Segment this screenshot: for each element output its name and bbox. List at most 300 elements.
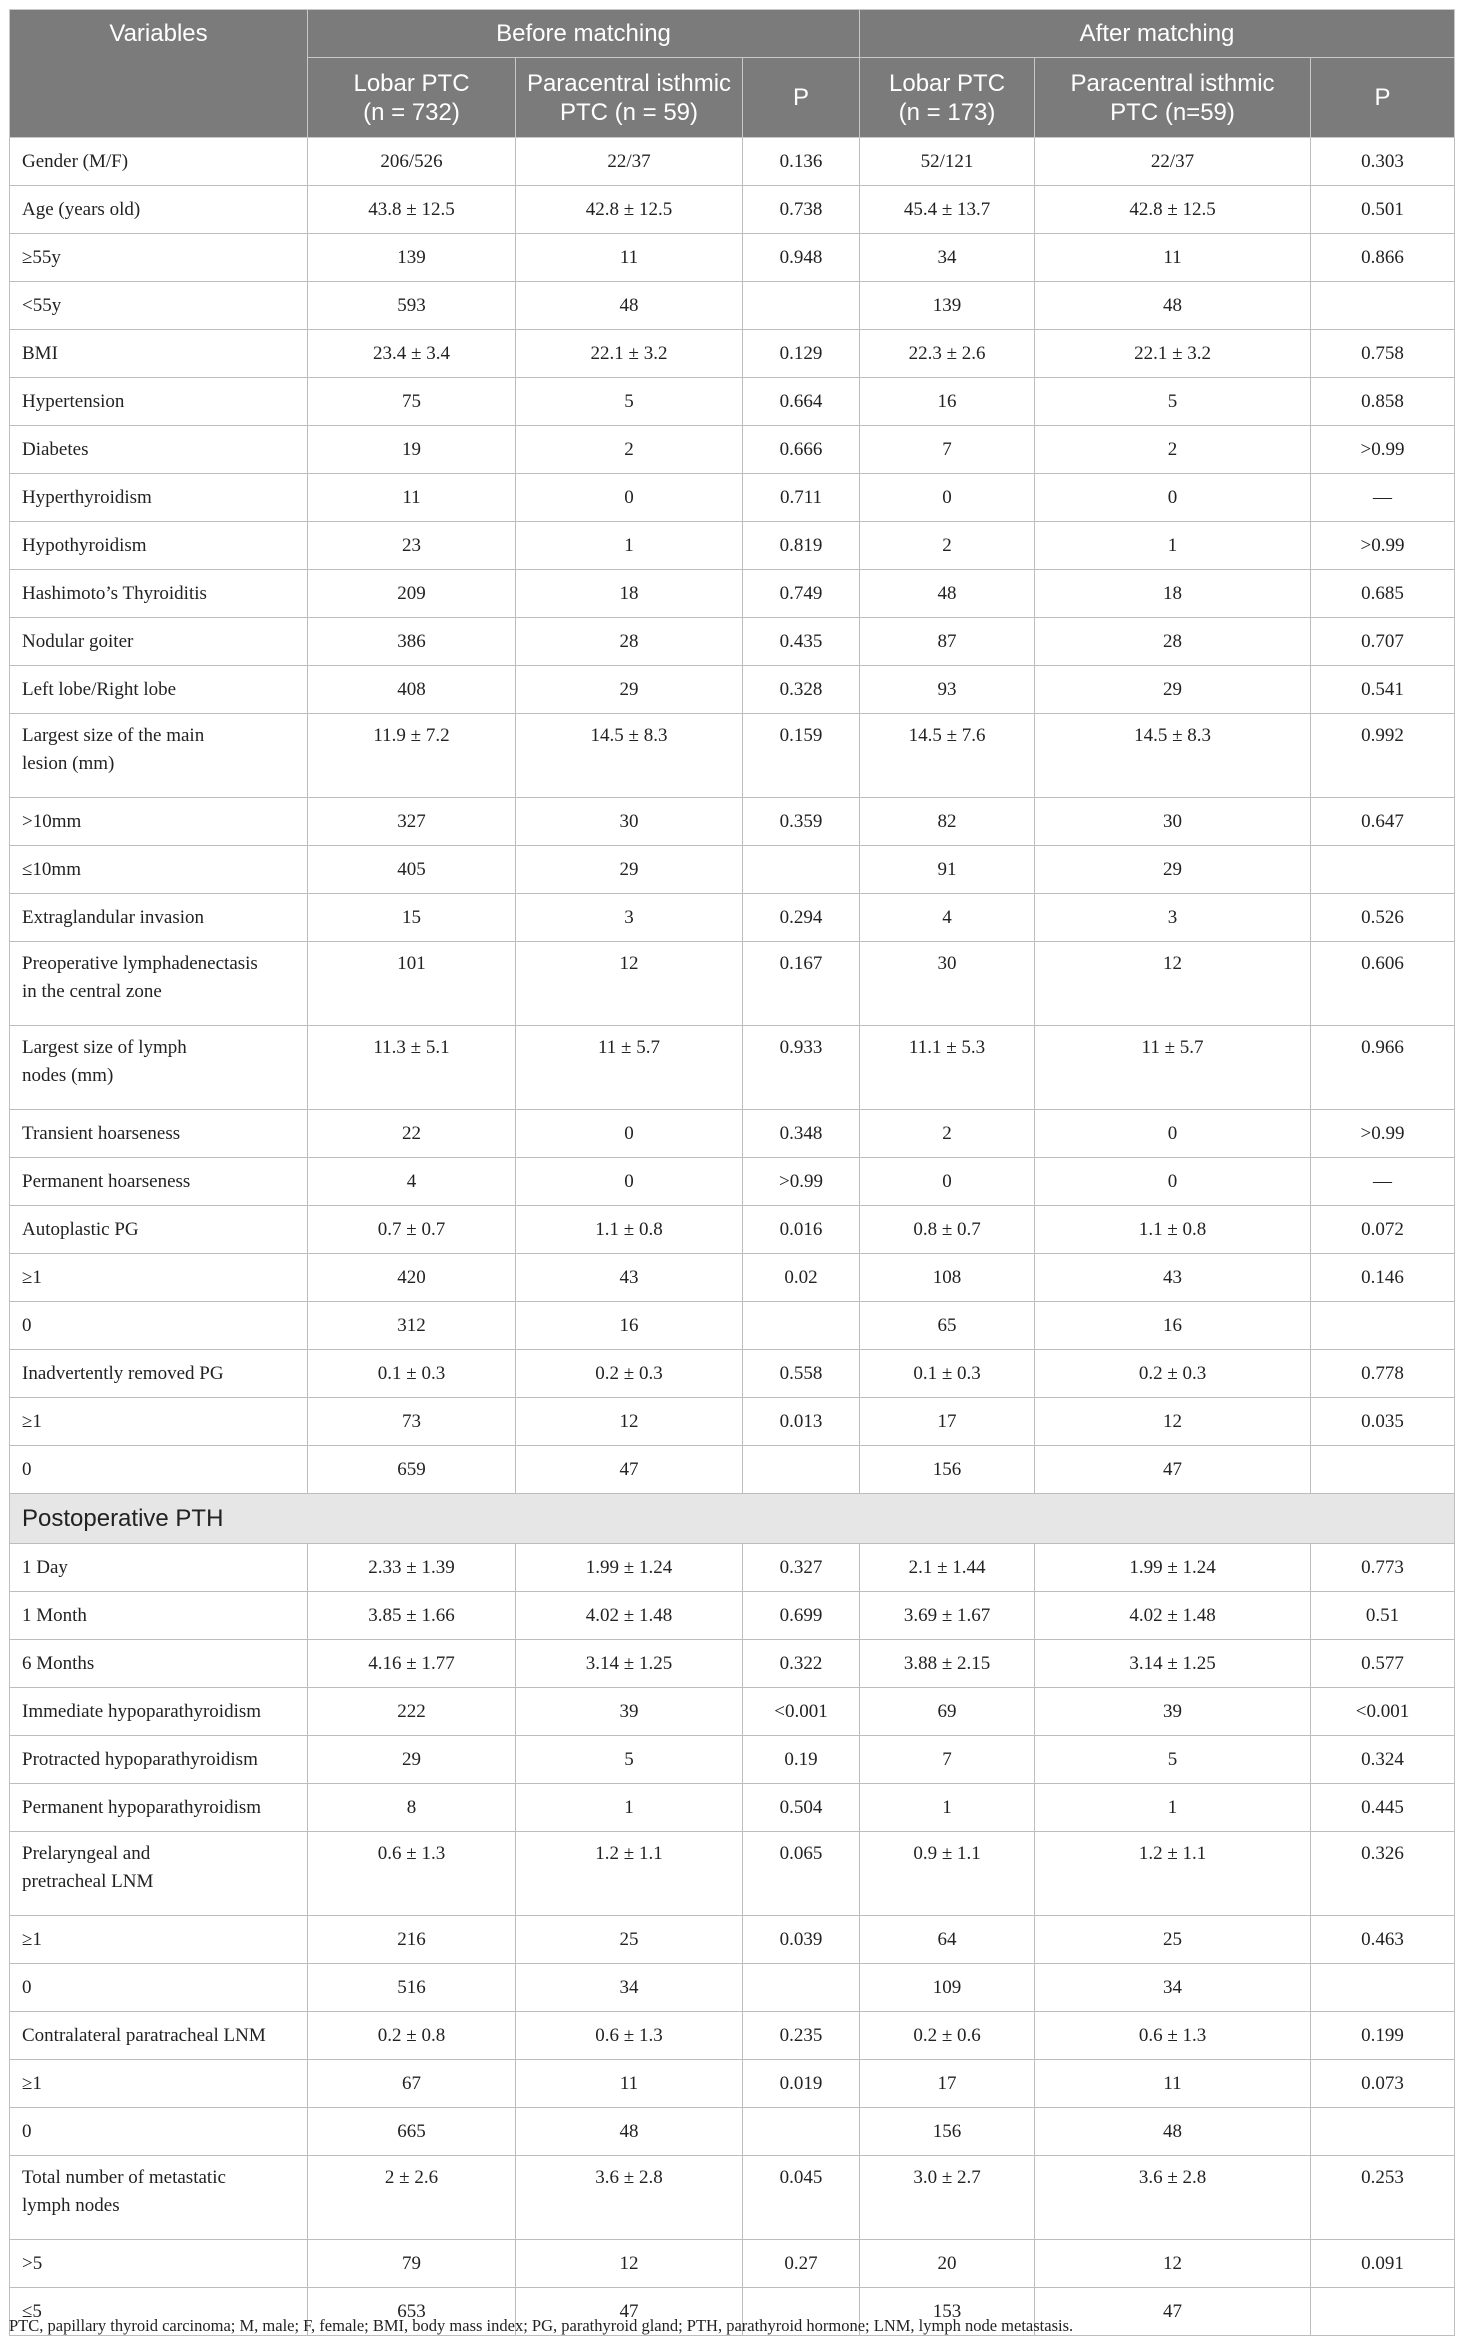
before-lobar-cell: 516 [308, 1964, 516, 2012]
after-lobar-cell: 11.1 ± 5.3 [860, 1026, 1035, 1110]
table-row [10, 1446, 1455, 1494]
after-isthmic-cell: 48 [1035, 2108, 1311, 2156]
before-matching-header: Before matching [308, 10, 860, 58]
before-p-cell: 0.359 [743, 798, 860, 846]
before-lobar-cell: 11 [308, 474, 516, 522]
after-lobar-cell: 64 [860, 1916, 1035, 1964]
after-lobar-cell: 109 [860, 1964, 1035, 2012]
before-isthmic-header: Paracentral isthmic PTC (n = 59) [516, 58, 743, 138]
after-isthmic-cell: 28 [1035, 618, 1311, 666]
before-isthmic-cell: 12 [516, 942, 743, 1026]
before-p-cell: >0.99 [743, 1158, 860, 1206]
after-lobar-cell: 7 [860, 1736, 1035, 1784]
table-row [10, 1592, 1455, 1640]
after-lobar-cell: 93 [860, 666, 1035, 714]
before-p-cell: 0.504 [743, 1784, 860, 1832]
after-p-cell: 0.778 [1311, 1350, 1455, 1398]
before-p-cell: 0.159 [743, 714, 860, 798]
table-row [10, 1832, 1455, 1916]
after-lobar-cell: 17 [860, 2060, 1035, 2108]
before-lobar-cell: 653 [308, 2288, 516, 2336]
table-row [10, 1158, 1455, 1206]
before-p-cell: 0.948 [743, 234, 860, 282]
before-p-cell: 0.435 [743, 618, 860, 666]
after-isthmic-cell: 0.2 ± 0.3 [1035, 1350, 1311, 1398]
after-isthmic-cell: 0.6 ± 1.3 [1035, 2012, 1311, 2060]
table-body [10, 138, 1455, 2336]
after-p-cell [1311, 1964, 1455, 2012]
table-row [10, 522, 1455, 570]
table-row [10, 798, 1455, 846]
variable-cell: Largest size of the main lesion (mm) [10, 714, 308, 798]
after-isthmic-cell: 47 [1035, 1446, 1311, 1494]
table-row [10, 378, 1455, 426]
after-lobar-cell: 156 [860, 1446, 1035, 1494]
after-isthmic-cell: 2 [1035, 426, 1311, 474]
after-lobar-cell: 3.0 ± 2.7 [860, 2156, 1035, 2240]
before-isthmic-cell: 11 [516, 2060, 743, 2108]
variable-cell: >5 [10, 2240, 308, 2288]
after-p-cell: 0.707 [1311, 618, 1455, 666]
after-lobar-cell: 20 [860, 2240, 1035, 2288]
after-p-cell: >0.99 [1311, 522, 1455, 570]
before-isthmic-cell: 3.6 ± 2.8 [516, 2156, 743, 2240]
after-lobar-cell: 82 [860, 798, 1035, 846]
variable-cell: 0 [10, 1446, 308, 1494]
before-p-cell [743, 846, 860, 894]
after-lobar-cell: 0.9 ± 1.1 [860, 1832, 1035, 1916]
after-lobar-cell: 16 [860, 378, 1035, 426]
after-lobar-cell: 69 [860, 1688, 1035, 1736]
before-lobar-cell: 209 [308, 570, 516, 618]
after-isthmic-cell: 29 [1035, 846, 1311, 894]
table-row [10, 1688, 1455, 1736]
after-p-cell: 0.324 [1311, 1736, 1455, 1784]
before-isthmic-cell: 1 [516, 522, 743, 570]
before-isthmic-cell: 16 [516, 1302, 743, 1350]
before-isthmic-cell: 48 [516, 282, 743, 330]
after-p-cell: 0.647 [1311, 798, 1455, 846]
table-row [10, 570, 1455, 618]
table-row [10, 186, 1455, 234]
after-isthmic-cell: 18 [1035, 570, 1311, 618]
section-title: Postoperative PTH [10, 1494, 1455, 1544]
before-p-cell: 0.19 [743, 1736, 860, 1784]
before-isthmic-cell: 1.99 ± 1.24 [516, 1544, 743, 1592]
after-lobar-header: Lobar PTC (n = 173) [860, 58, 1035, 138]
after-isthmic-cell: 0 [1035, 1158, 1311, 1206]
after-lobar-cell: 91 [860, 846, 1035, 894]
table-row [10, 282, 1455, 330]
variable-cell: ≥1 [10, 1254, 308, 1302]
after-p-cell: 0.992 [1311, 714, 1455, 798]
before-p-cell: 0.136 [743, 138, 860, 186]
before-lobar-cell: 73 [308, 1398, 516, 1446]
variable-cell: Preoperative lymphadenectasis in the central zone [10, 942, 308, 1026]
before-p-cell: 0.664 [743, 378, 860, 426]
before-p-cell: 0.02 [743, 1254, 860, 1302]
after-isthmic-header: Paracentral isthmic PTC (n=59) [1035, 58, 1311, 138]
table-row [10, 1398, 1455, 1446]
after-lobar-cell: 0 [860, 474, 1035, 522]
after-p-cell: — [1311, 1158, 1455, 1206]
after-p-cell: 0.445 [1311, 1784, 1455, 1832]
before-p-cell [743, 282, 860, 330]
table-row [10, 234, 1455, 282]
before-isthmic-cell: 43 [516, 1254, 743, 1302]
before-lobar-cell: 0.6 ± 1.3 [308, 1832, 516, 1916]
after-isthmic-cell: 12 [1035, 942, 1311, 1026]
before-p-cell [743, 1446, 860, 1494]
after-isthmic-cell: 11 [1035, 234, 1311, 282]
before-p-cell: 0.699 [743, 1592, 860, 1640]
after-lobar-cell: 0 [860, 1158, 1035, 1206]
before-p-cell: 0.666 [743, 426, 860, 474]
after-lobar-cell: 87 [860, 618, 1035, 666]
before-p-cell: 0.016 [743, 1206, 860, 1254]
variable-cell: Largest size of lymph nodes (mm) [10, 1026, 308, 1110]
after-lobar-cell: 0.8 ± 0.7 [860, 1206, 1035, 1254]
before-p-cell: 0.327 [743, 1544, 860, 1592]
before-p-cell: 0.039 [743, 1916, 860, 1964]
variable-cell: Hyperthyroidism [10, 474, 308, 522]
before-isthmic-cell: 28 [516, 618, 743, 666]
after-isthmic-cell: 22/37 [1035, 138, 1311, 186]
after-isthmic-cell: 5 [1035, 1736, 1311, 1784]
before-lobar-cell: 4.16 ± 1.77 [308, 1640, 516, 1688]
before-isthmic-cell: 11 ± 5.7 [516, 1026, 743, 1110]
table-row [10, 1784, 1455, 1832]
after-p-cell: 0.51 [1311, 1592, 1455, 1640]
section-row [10, 1494, 1455, 1544]
variable-cell: 6 Months [10, 1640, 308, 1688]
before-lobar-cell: 386 [308, 618, 516, 666]
after-isthmic-cell: 16 [1035, 1302, 1311, 1350]
variable-cell: Prelaryngeal and pretracheal LNM [10, 1832, 308, 1916]
before-lobar-cell: 23 [308, 522, 516, 570]
after-isthmic-cell: 22.1 ± 3.2 [1035, 330, 1311, 378]
before-p-cell [743, 1964, 860, 2012]
before-isthmic-cell: 22/37 [516, 138, 743, 186]
after-isthmic-cell: 42.8 ± 12.5 [1035, 186, 1311, 234]
after-isthmic-cell: 5 [1035, 378, 1311, 426]
after-lobar-cell: 0.1 ± 0.3 [860, 1350, 1035, 1398]
after-p-cell: 0.091 [1311, 2240, 1455, 2288]
after-p-cell: 0.146 [1311, 1254, 1455, 1302]
before-lobar-cell: 11.9 ± 7.2 [308, 714, 516, 798]
before-lobar-cell: 665 [308, 2108, 516, 2156]
before-isthmic-cell: 3 [516, 894, 743, 942]
before-lobar-cell: 29 [308, 1736, 516, 1784]
table-row [10, 942, 1455, 1026]
before-lobar-cell: 67 [308, 2060, 516, 2108]
after-lobar-cell: 2 [860, 522, 1035, 570]
after-isthmic-cell: 1.2 ± 1.1 [1035, 1832, 1311, 1916]
before-lobar-cell: 0.2 ± 0.8 [308, 2012, 516, 2060]
before-isthmic-cell: 11 [516, 234, 743, 282]
after-p-cell [1311, 1302, 1455, 1350]
table-row [10, 138, 1455, 186]
after-p-cell: 0.073 [1311, 2060, 1455, 2108]
after-p-header: P [1311, 58, 1455, 138]
table-row [10, 2240, 1455, 2288]
table-row [10, 894, 1455, 942]
before-p-cell: 0.013 [743, 1398, 860, 1446]
after-p-cell: >0.99 [1311, 426, 1455, 474]
before-isthmic-cell: 4.02 ± 1.48 [516, 1592, 743, 1640]
table-row [10, 1736, 1455, 1784]
table-row [10, 474, 1455, 522]
before-p-cell: 0.711 [743, 474, 860, 522]
before-lobar-cell: 8 [308, 1784, 516, 1832]
table-row [10, 1302, 1455, 1350]
after-p-cell: 0.966 [1311, 1026, 1455, 1110]
before-isthmic-cell: 1.2 ± 1.1 [516, 1832, 743, 1916]
table-row [10, 330, 1455, 378]
after-isthmic-cell: 48 [1035, 282, 1311, 330]
variable-cell: Hypothyroidism [10, 522, 308, 570]
after-lobar-cell: 65 [860, 1302, 1035, 1350]
after-p-cell: 0.866 [1311, 234, 1455, 282]
after-lobar-cell: 139 [860, 282, 1035, 330]
after-lobar-cell: 108 [860, 1254, 1035, 1302]
after-isthmic-cell: 11 ± 5.7 [1035, 1026, 1311, 1110]
after-p-cell: >0.99 [1311, 1110, 1455, 1158]
before-isthmic-cell: 0 [516, 474, 743, 522]
variable-cell: ≤10mm [10, 846, 308, 894]
before-lobar-cell: 408 [308, 666, 516, 714]
after-isthmic-cell: 43 [1035, 1254, 1311, 1302]
before-lobar-cell: 23.4 ± 3.4 [308, 330, 516, 378]
after-isthmic-cell: 1 [1035, 1784, 1311, 1832]
after-lobar-cell: 48 [860, 570, 1035, 618]
before-p-cell: 0.328 [743, 666, 860, 714]
variables-header: Variables [10, 10, 308, 138]
table-row [10, 1254, 1455, 1302]
after-p-cell: 0.685 [1311, 570, 1455, 618]
before-isthmic-cell: 0 [516, 1110, 743, 1158]
before-isthmic-cell: 14.5 ± 8.3 [516, 714, 743, 798]
after-p-cell [1311, 2108, 1455, 2156]
table-row [10, 2156, 1455, 2240]
after-isthmic-cell: 0 [1035, 474, 1311, 522]
before-lobar-cell: 43.8 ± 12.5 [308, 186, 516, 234]
table-header [10, 10, 1455, 138]
variable-cell: Immediate hypoparathyroidism [10, 1688, 308, 1736]
variable-cell: ≤5 [10, 2288, 308, 2336]
before-lobar-cell: 659 [308, 1446, 516, 1494]
after-lobar-cell: 7 [860, 426, 1035, 474]
after-p-cell: 0.463 [1311, 1916, 1455, 1964]
table-row [10, 1964, 1455, 2012]
after-lobar-cell: 2.1 ± 1.44 [860, 1544, 1035, 1592]
variable-cell: ≥1 [10, 1916, 308, 1964]
before-isthmic-cell: 5 [516, 1736, 743, 1784]
before-isthmic-cell: 2 [516, 426, 743, 474]
before-p-header: P [743, 58, 860, 138]
variable-cell: BMI [10, 330, 308, 378]
after-lobar-cell: 34 [860, 234, 1035, 282]
after-isthmic-cell: 11 [1035, 2060, 1311, 2108]
after-lobar-cell: 156 [860, 2108, 1035, 2156]
before-p-cell: 0.27 [743, 2240, 860, 2288]
table-row [10, 666, 1455, 714]
variable-cell: ≥1 [10, 2060, 308, 2108]
variable-cell: Total number of metastatic lymph nodes [10, 2156, 308, 2240]
variable-cell: Diabetes [10, 426, 308, 474]
variable-cell: Left lobe/Right lobe [10, 666, 308, 714]
after-p-cell: 0.773 [1311, 1544, 1455, 1592]
before-p-cell [743, 2108, 860, 2156]
before-lobar-cell: 222 [308, 1688, 516, 1736]
after-p-cell: 0.501 [1311, 186, 1455, 234]
variable-cell: Gender (M/F) [10, 138, 308, 186]
before-p-cell: 0.322 [743, 1640, 860, 1688]
before-lobar-cell: 4 [308, 1158, 516, 1206]
before-lobar-cell: 75 [308, 378, 516, 426]
table-footnote: PTC, papillary thyroid carcinoma; M, male; F, female; BMI, body mass index; PG, parathyroid gland; PTH, parathyroid hormone; LNM, lymph node metastasis. [9, 2316, 1074, 2335]
before-lobar-cell: 19 [308, 426, 516, 474]
after-lobar-cell: 22.3 ± 2.6 [860, 330, 1035, 378]
after-p-cell [1311, 282, 1455, 330]
variable-cell: ≥55y [10, 234, 308, 282]
before-p-cell: 0.738 [743, 186, 860, 234]
after-lobar-cell: 52/121 [860, 138, 1035, 186]
after-p-cell: 0.303 [1311, 138, 1455, 186]
after-lobar-cell: 0.2 ± 0.6 [860, 2012, 1035, 2060]
before-p-cell: 0.348 [743, 1110, 860, 1158]
after-p-cell [1311, 846, 1455, 894]
variable-cell: Transient hoarseness [10, 1110, 308, 1158]
after-p-cell: 0.541 [1311, 666, 1455, 714]
after-lobar-cell: 3.69 ± 1.67 [860, 1592, 1035, 1640]
variable-cell: >10mm [10, 798, 308, 846]
after-isthmic-cell: 14.5 ± 8.3 [1035, 714, 1311, 798]
before-isthmic-cell: 48 [516, 2108, 743, 2156]
before-p-cell [743, 1302, 860, 1350]
after-isthmic-cell: 1 [1035, 522, 1311, 570]
before-p-cell: 0.129 [743, 330, 860, 378]
before-isthmic-cell: 22.1 ± 3.2 [516, 330, 743, 378]
after-p-cell: 0.199 [1311, 2012, 1455, 2060]
variable-cell: 0 [10, 1302, 308, 1350]
before-p-cell: 0.819 [743, 522, 860, 570]
before-isthmic-cell: 12 [516, 2240, 743, 2288]
variable-cell: Autoplastic PG [10, 1206, 308, 1254]
table-row [10, 1640, 1455, 1688]
before-isthmic-cell: 42.8 ± 12.5 [516, 186, 743, 234]
before-p-cell: 0.235 [743, 2012, 860, 2060]
before-lobar-cell: 2.33 ± 1.39 [308, 1544, 516, 1592]
before-p-cell: 0.558 [743, 1350, 860, 1398]
after-p-cell: 0.606 [1311, 942, 1455, 1026]
after-p-cell [1311, 1446, 1455, 1494]
before-isthmic-cell: 29 [516, 846, 743, 894]
before-isthmic-cell: 0 [516, 1158, 743, 1206]
after-isthmic-cell: 30 [1035, 798, 1311, 846]
before-lobar-cell: 15 [308, 894, 516, 942]
after-isthmic-cell: 29 [1035, 666, 1311, 714]
after-lobar-cell: 153 [860, 2288, 1035, 2336]
before-lobar-cell: 327 [308, 798, 516, 846]
before-isthmic-cell: 1.1 ± 0.8 [516, 1206, 743, 1254]
before-p-cell: 0.045 [743, 2156, 860, 2240]
after-p-cell: 0.526 [1311, 894, 1455, 942]
before-isthmic-cell: 12 [516, 1398, 743, 1446]
after-p-cell: 0.253 [1311, 2156, 1455, 2240]
table-row [10, 1110, 1455, 1158]
variable-cell: Permanent hypoparathyroidism [10, 1784, 308, 1832]
before-p-cell: 0.933 [743, 1026, 860, 1110]
before-p-cell: 0.749 [743, 570, 860, 618]
before-p-cell: <0.001 [743, 1688, 860, 1736]
before-isthmic-cell: 30 [516, 798, 743, 846]
table-row [10, 2060, 1455, 2108]
before-isthmic-cell: 1 [516, 1784, 743, 1832]
after-p-cell: 0.577 [1311, 1640, 1455, 1688]
before-isthmic-cell: 47 [516, 1446, 743, 1494]
after-isthmic-cell: 1.1 ± 0.8 [1035, 1206, 1311, 1254]
table-row [10, 1026, 1455, 1110]
after-isthmic-cell: 0 [1035, 1110, 1311, 1158]
before-lobar-cell: 206/526 [308, 138, 516, 186]
after-lobar-cell: 17 [860, 1398, 1035, 1446]
variable-cell: 1 Month [10, 1592, 308, 1640]
variable-cell: <55y [10, 282, 308, 330]
before-lobar-cell: 0.7 ± 0.7 [308, 1206, 516, 1254]
table-row [10, 846, 1455, 894]
table-row [10, 1206, 1455, 1254]
variable-cell: 0 [10, 1964, 308, 2012]
before-lobar-cell: 2 ± 2.6 [308, 2156, 516, 2240]
variable-cell: Inadvertently removed PG [10, 1350, 308, 1398]
before-isthmic-cell: 34 [516, 1964, 743, 2012]
after-isthmic-cell: 3.14 ± 1.25 [1035, 1640, 1311, 1688]
after-lobar-cell: 30 [860, 942, 1035, 1026]
before-p-cell: 0.294 [743, 894, 860, 942]
after-isthmic-cell: 4.02 ± 1.48 [1035, 1592, 1311, 1640]
before-lobar-cell: 22 [308, 1110, 516, 1158]
before-lobar-cell: 11.3 ± 5.1 [308, 1026, 516, 1110]
variable-cell: Contralateral paratracheal LNM [10, 2012, 308, 2060]
before-isthmic-cell: 0.6 ± 1.3 [516, 2012, 743, 2060]
before-lobar-cell: 216 [308, 1916, 516, 1964]
before-isthmic-cell: 18 [516, 570, 743, 618]
table-row [10, 2012, 1455, 2060]
after-isthmic-cell: 3 [1035, 894, 1311, 942]
before-lobar-cell: 420 [308, 1254, 516, 1302]
after-p-cell: 0.758 [1311, 330, 1455, 378]
after-isthmic-cell: 12 [1035, 2240, 1311, 2288]
after-lobar-cell: 3.88 ± 2.15 [860, 1640, 1035, 1688]
before-lobar-cell: 0.1 ± 0.3 [308, 1350, 516, 1398]
after-isthmic-cell: 47 [1035, 2288, 1311, 2336]
after-lobar-cell: 1 [860, 1784, 1035, 1832]
variable-cell: Protracted hypoparathyroidism [10, 1736, 308, 1784]
table-row [10, 1544, 1455, 1592]
variable-cell: Extraglandular invasion [10, 894, 308, 942]
before-isthmic-cell: 0.2 ± 0.3 [516, 1350, 743, 1398]
table-row [10, 618, 1455, 666]
variable-cell: ≥1 [10, 1398, 308, 1446]
before-p-cell: 0.019 [743, 2060, 860, 2108]
after-matching-header: After matching [860, 10, 1455, 58]
before-isthmic-cell: 25 [516, 1916, 743, 1964]
before-isthmic-cell: 3.14 ± 1.25 [516, 1640, 743, 1688]
after-p-cell: — [1311, 474, 1455, 522]
variable-cell: 0 [10, 2108, 308, 2156]
before-lobar-cell: 139 [308, 234, 516, 282]
